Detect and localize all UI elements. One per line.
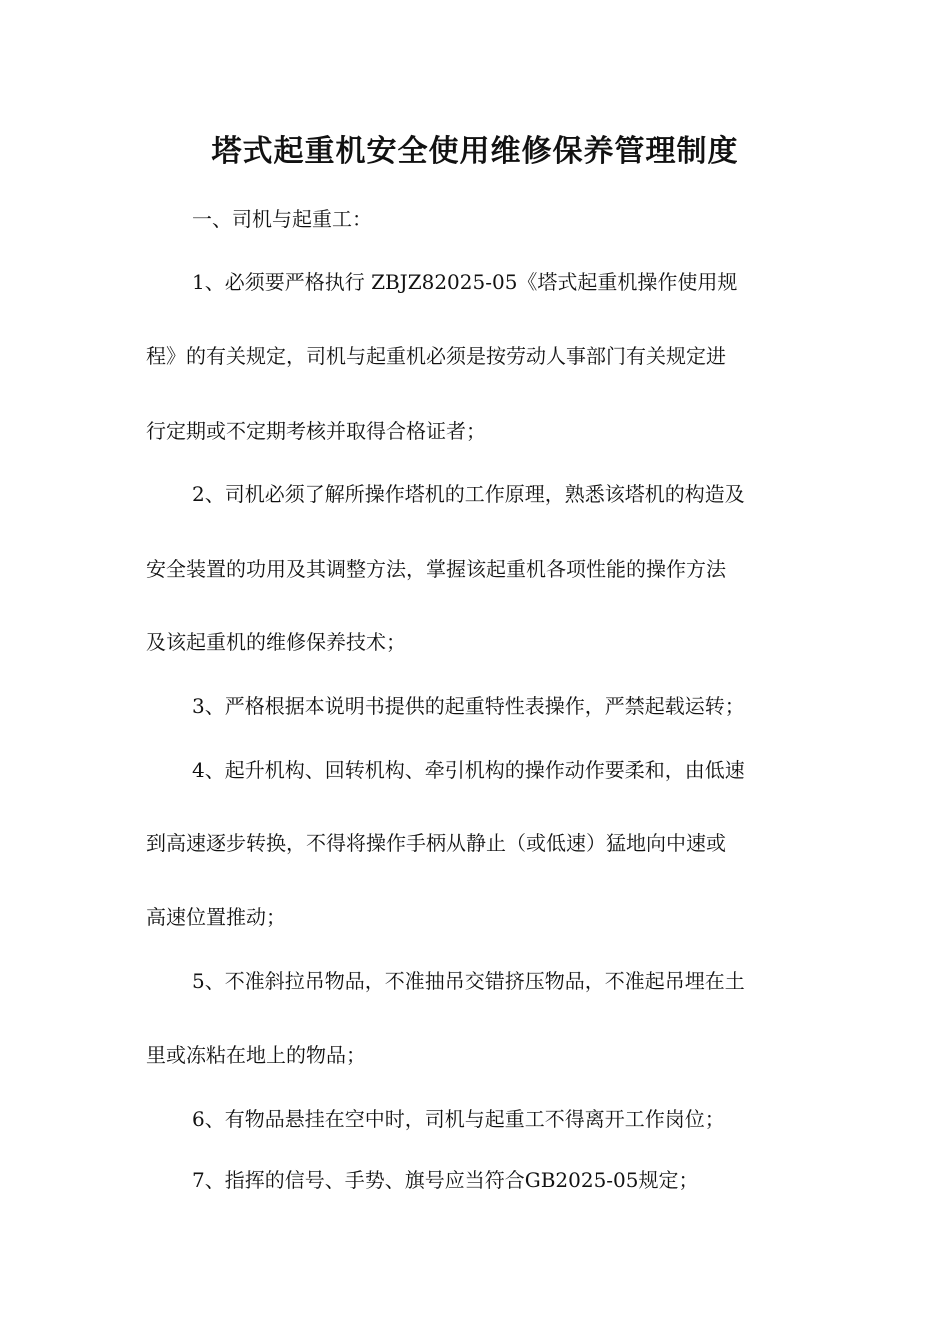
paragraph-line: 4、起升机构、回转机构、牵引机构的操作动作要柔和，由低速 bbox=[192, 758, 745, 782]
paragraph-line: 5、不准斜拉吊物品，不准抽吊交错挤压物品，不准起吊埋在土 bbox=[192, 969, 745, 993]
paragraph-line: 6、有物品悬挂在空中时，司机与起重工不得离开工作岗位； bbox=[192, 1107, 725, 1131]
paragraph-line: 到高速逐步转换，不得将操作手柄从静止（或低速）猛地向中速或 bbox=[146, 831, 726, 855]
paragraph-line: 程》的有关规定，司机与起重机必须是按劳动人事部门有关规定进 bbox=[146, 344, 726, 368]
paragraph-line: 高速位置推动； bbox=[146, 905, 286, 929]
paragraph-line: 2、司机必须了解所操作塔机的工作原理，熟悉该塔机的构造及 bbox=[192, 482, 745, 506]
paragraph-line: 及该起重机的维修保养技术； bbox=[146, 630, 406, 654]
paragraph-line: 3、严格根据本说明书提供的起重特性表操作，严禁起载运转； bbox=[192, 694, 745, 718]
paragraph-line: 里或冻粘在地上的物品； bbox=[146, 1043, 366, 1067]
paragraph-line: 1、必须要严格执行 ZBJZ82025-05《塔式起重机操作使用规 bbox=[192, 270, 738, 294]
paragraph-line: 安全装置的功用及其调整方法，掌握该起重机各项性能的操作方法 bbox=[146, 557, 726, 581]
paragraph-line: 7、指挥的信号、手势、旗号应当符合GB2025-05规定； bbox=[192, 1168, 699, 1192]
section-heading: 一、司机与起重工： bbox=[192, 207, 372, 231]
paragraph-line: 行定期或不定期考核并取得合格证者； bbox=[146, 419, 486, 443]
document-title: 塔式起重机安全使用维修保养管理制度 bbox=[211, 134, 739, 169]
